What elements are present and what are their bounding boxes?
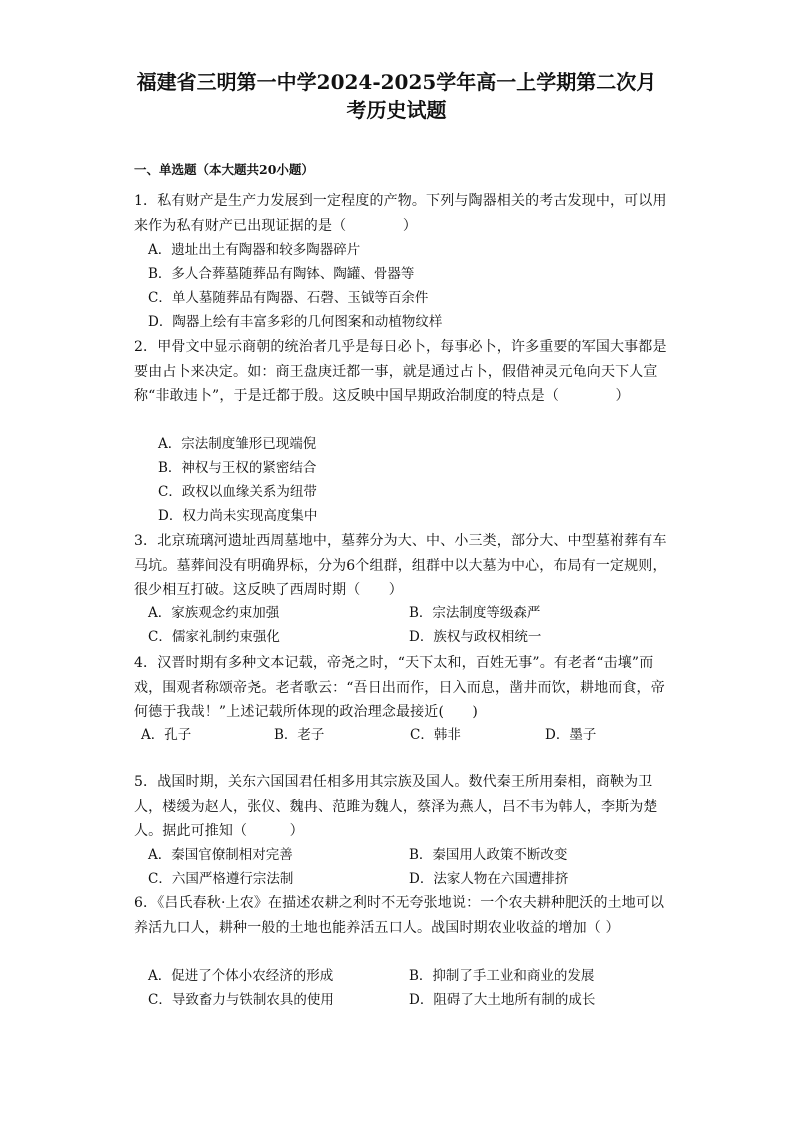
section-heading: 一、单选题（本大题共20小题）: [134, 162, 314, 177]
exam-title-line1: 福建省三明第一中学2024-2025学年高一上学期第二次月: [136, 70, 657, 94]
question-4-option-d[interactable]: D．墨子: [545, 727, 597, 743]
question-3-stem: 3．北京琉璃河遗址西周墓地中，墓葬分为大、中、小三类，部分大、中型墓祔葬有车马坑。墓葬间没有明确界标，分为6个组群，组群中以大墓为中心，布局有一定规则，很少相互打破。这反映了西周时期（ ）: [134, 533, 667, 598]
exam-title-line2: 考历史试题: [346, 98, 447, 122]
question-4-option-c[interactable]: C．韩非: [410, 727, 461, 743]
question-5-option-c[interactable]: C．六国严格遵行宗法制: [148, 871, 294, 887]
question-6-stem: 6．《吕氏春秋·上农》在描述农耕之利时不无夸张地说：一个农夫耕种肥沃的土地可以养活九口人，耕种一般的土地也能养活五口人。战国时期农业收益的增加（ ）: [134, 895, 665, 936]
question-2-option-a[interactable]: A．宗法制度雏形已现端倪: [158, 436, 317, 452]
question-1-stem: 1．私有财产是生产力发展到一定程度的产物。下列与陶器相关的考古发现中，可以用来作为私有财产已出现证据的是（ ）: [134, 193, 667, 234]
question-2-option-b[interactable]: B．神权与王权的紧密结合: [158, 460, 317, 476]
question-3-option-c[interactable]: C．儒家礼制约束强化: [148, 629, 280, 645]
question-1-option-b[interactable]: B．多人合葬墓随葬品有陶钵、陶罐、骨器等: [148, 266, 415, 282]
question-6-option-a[interactable]: A．促进了个体小农经济的形成: [148, 968, 334, 984]
question-4-option-a[interactable]: A．孔子: [141, 727, 192, 743]
question-1-option-d[interactable]: D．陶器上绘有丰富多彩的几何图案和动植物纹样: [148, 314, 443, 330]
question-6-option-b[interactable]: B．抑制了手工业和商业的发展: [409, 968, 595, 984]
question-6-option-d[interactable]: D．阻碍了大土地所有制的成长: [409, 992, 596, 1008]
question-3-option-a[interactable]: A．家族观念约束加强: [148, 605, 280, 621]
question-5-stem: 5．战国时期，关东六国国君任相多用其宗族及国人。数代秦王所用秦相，商鞅为卫人，楼缓为赵人，张仪、魏冉、范雎为魏人，蔡泽为燕人，吕不韦为韩人，李斯为楚人。据此可推知（ ）: [134, 774, 658, 839]
question-4-option-b[interactable]: B．老子: [274, 727, 325, 743]
question-3-option-d[interactable]: D．族权与政权相统一: [409, 629, 542, 645]
question-4-stem: 4．汉晋时期有多种文本记载，帝尧之时，“天下太和，百姓无事”。有老者“击壤”而戏，围观者称颂帝尧。老者歌云：“吾日出而作，日入而息，凿井而饮，耕地而食，帝何德于我哉！”上述记载所体现的政治理念最接近( ): [134, 655, 665, 720]
question-1-option-a[interactable]: A．遗址出土有陶器和较多陶器碎片: [148, 242, 361, 258]
question-2-stem: 2．甲骨文中显示商朝的统治者几乎是每日必卜，每事必卜，许多重要的军国大事都是要由占卜来决定。如：商王盘庚迁都一事，就是通过占卜，假借神灵元龟向天下人宣称“非敢违卜”，于是迁都于殷。这反映中国早期政治制度的特点是（ ）: [134, 339, 667, 404]
question-2-option-d[interactable]: D．权力尚未实现高度集中: [158, 508, 318, 524]
question-6-option-c[interactable]: C．导致畜力与铁制农具的使用: [148, 992, 334, 1008]
question-5-option-b[interactable]: B．秦国用人政策不断改变: [409, 847, 568, 863]
question-1-option-c[interactable]: C．单人墓随葬品有陶器、石磬、玉钺等百余件: [148, 290, 429, 306]
question-5-option-a[interactable]: A．秦国官僚制相对完善: [148, 847, 293, 863]
question-5-option-d[interactable]: D．法家人物在六国遭排挤: [409, 871, 569, 887]
question-2-option-c[interactable]: C．政权以血缘关系为纽带: [158, 484, 317, 500]
question-3-option-b[interactable]: B．宗法制度等级森严: [409, 605, 541, 621]
